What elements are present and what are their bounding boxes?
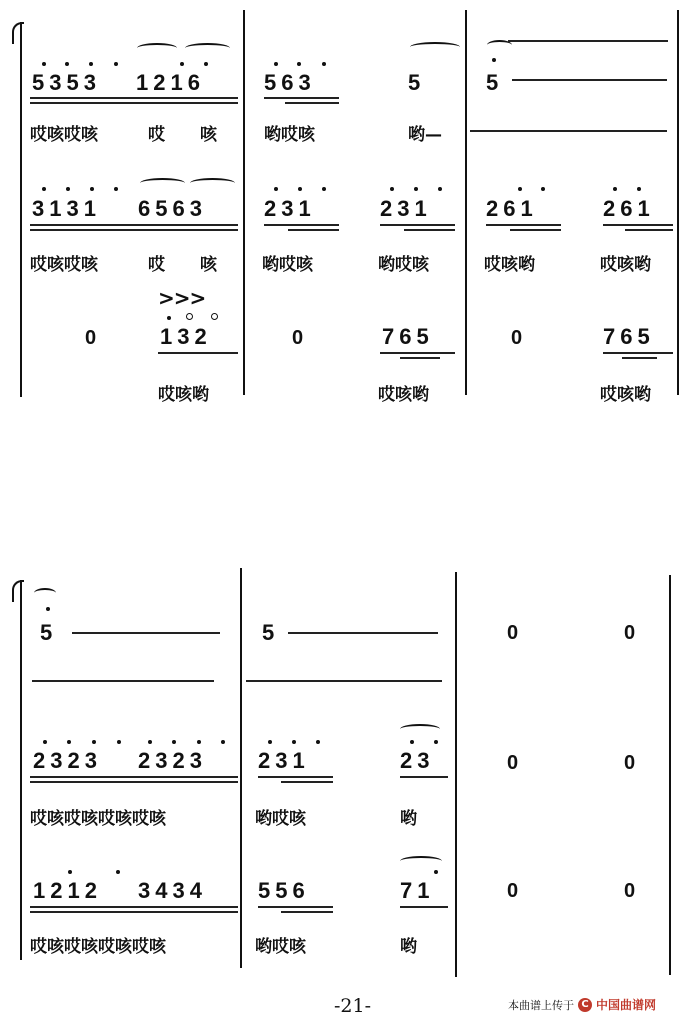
beam-line xyxy=(258,776,333,778)
octave-dot xyxy=(148,740,152,744)
note-single: 5 xyxy=(262,620,280,645)
octave-dot xyxy=(221,740,225,744)
tie-line xyxy=(32,680,214,682)
barline-2 xyxy=(465,10,467,395)
barline-1 xyxy=(243,10,245,395)
slur xyxy=(410,42,460,52)
beam-line xyxy=(258,906,333,908)
octave-dot xyxy=(298,187,302,191)
lyric: 咳 xyxy=(200,255,217,275)
beam-line xyxy=(281,911,333,913)
dash-line xyxy=(470,130,667,132)
lyric: 哎咳哟 xyxy=(158,385,209,405)
lyric: 哎咳哎咳哎咳哎咳 xyxy=(30,937,166,957)
octave-dot xyxy=(274,62,278,66)
octave-dot xyxy=(92,740,96,744)
lyric: 哟 xyxy=(400,809,417,829)
barline-3 xyxy=(677,10,679,395)
octave-dot xyxy=(316,740,320,744)
beam-line xyxy=(264,97,339,99)
beam-line xyxy=(30,224,238,226)
page-number: -21- xyxy=(334,995,372,1017)
beam-line xyxy=(281,781,333,783)
lyric: 哎 xyxy=(148,125,165,145)
note-single: 5 xyxy=(40,620,58,645)
note-single: 5 xyxy=(408,70,426,95)
lyric: 哎咳哟 xyxy=(378,385,429,405)
lyric: 哟哎咳 xyxy=(262,255,313,275)
octave-dot xyxy=(66,187,70,191)
slur xyxy=(190,178,235,188)
beam-line xyxy=(30,229,238,231)
lyric: 咳 xyxy=(200,125,217,145)
lyric: 哟哎咳 xyxy=(378,255,429,275)
beam-line xyxy=(400,776,448,778)
beam-line xyxy=(400,906,448,908)
beam-line xyxy=(603,352,673,354)
rest: 0 xyxy=(507,752,519,774)
octave-dot xyxy=(434,870,438,874)
beam-line xyxy=(404,229,455,231)
note-group: 3434 xyxy=(138,878,207,903)
note-group: 765 xyxy=(382,324,434,349)
beam-line xyxy=(288,229,339,231)
system-2-left-bracket xyxy=(20,580,22,960)
dash-line xyxy=(288,632,438,634)
note-group: 1216 xyxy=(136,70,205,95)
tie-line xyxy=(246,680,442,682)
beam-line xyxy=(158,352,238,354)
beam-line xyxy=(30,776,238,778)
beam-line xyxy=(400,357,440,359)
beam-line xyxy=(603,224,673,226)
note-group: 261 xyxy=(603,196,655,221)
lyric: 哟哎咳 xyxy=(255,937,306,957)
beam-line xyxy=(30,97,238,99)
note-group: 2323 xyxy=(138,748,207,773)
note-single: 5 xyxy=(486,70,504,95)
octave-dot xyxy=(613,187,617,191)
note-group: 231 xyxy=(264,196,316,221)
note-group: 1212 xyxy=(33,878,102,903)
note-group: 5353 xyxy=(32,70,101,95)
rest: 0 xyxy=(292,327,304,349)
lyric: 哎咳哎咳 xyxy=(30,255,98,275)
slur xyxy=(185,43,230,53)
lyric: 哎 xyxy=(148,255,165,275)
note-group: 132 xyxy=(160,324,212,349)
upload-text: 本曲谱上传于 xyxy=(508,998,574,1012)
note-group: 563 xyxy=(264,70,316,95)
rest: 0 xyxy=(624,622,636,644)
octave-dot xyxy=(114,62,118,66)
octave-dot xyxy=(89,62,93,66)
octave-dot xyxy=(492,58,496,62)
lyric: 哎咳哟 xyxy=(600,385,651,405)
note-group: 231 xyxy=(258,748,310,773)
octave-dot xyxy=(167,316,171,320)
note-group: 6563 xyxy=(138,196,207,221)
brand-logo-icon: C xyxy=(578,998,592,1012)
octave-dot xyxy=(438,187,442,191)
octave-ring xyxy=(186,313,193,320)
slur xyxy=(34,588,56,598)
octave-dot xyxy=(42,62,46,66)
octave-dot xyxy=(322,187,326,191)
beam-line xyxy=(30,906,238,908)
note-group: 71 xyxy=(400,878,435,903)
note-group: 231 xyxy=(380,196,432,221)
beam-line xyxy=(285,102,339,104)
octave-dot xyxy=(434,740,438,744)
beam-line xyxy=(30,781,238,783)
octave-dot xyxy=(67,740,71,744)
rest: 0 xyxy=(507,880,519,902)
note-group: 3131 xyxy=(32,196,101,221)
note-group: 556 xyxy=(258,878,310,903)
octave-dot xyxy=(42,187,46,191)
lyric: 哟哎咳 xyxy=(255,809,306,829)
octave-dot xyxy=(197,740,201,744)
lyric: 哎咳哟 xyxy=(600,255,651,275)
rest: 0 xyxy=(507,622,519,644)
octave-dot xyxy=(46,607,50,611)
lyric: 哎咳哟 xyxy=(484,255,535,275)
accent-marks: >>> xyxy=(158,286,206,310)
dash-line xyxy=(512,79,667,81)
lyric: 哟哎咳 xyxy=(264,125,315,145)
lyric: 哎咳哎咳哎咳哎咳 xyxy=(30,809,166,829)
rest: 0 xyxy=(624,880,636,902)
octave-dot xyxy=(204,62,208,66)
slur xyxy=(137,43,177,53)
slur xyxy=(487,40,512,50)
octave-dot xyxy=(268,740,272,744)
barline-2 xyxy=(455,572,457,977)
lyric: 哟 xyxy=(400,937,417,957)
rest: 0 xyxy=(85,327,97,349)
slur xyxy=(400,856,442,866)
octave-dot xyxy=(180,62,184,66)
barline-3 xyxy=(669,575,671,975)
octave-dot xyxy=(43,740,47,744)
brand-name: 中国曲谱网 xyxy=(596,998,657,1012)
octave-dot xyxy=(172,740,176,744)
octave-dot xyxy=(274,187,278,191)
octave-dot xyxy=(322,62,326,66)
octave-ring xyxy=(211,313,218,320)
beam-line xyxy=(380,224,455,226)
note-group: 765 xyxy=(603,324,655,349)
octave-dot xyxy=(68,870,72,874)
slur xyxy=(140,178,185,188)
beam-line xyxy=(510,229,561,231)
tie-line xyxy=(508,40,668,42)
dash-line xyxy=(72,632,220,634)
system-2-bracket-curl xyxy=(12,580,24,602)
octave-dot xyxy=(297,62,301,66)
note-group: 2323 xyxy=(33,748,102,773)
beam-line xyxy=(30,911,238,913)
octave-dot xyxy=(390,187,394,191)
octave-dot xyxy=(414,187,418,191)
octave-dot xyxy=(116,870,120,874)
beam-line xyxy=(264,224,339,226)
beam-line xyxy=(380,352,455,354)
beam-line xyxy=(625,229,673,231)
barline-1 xyxy=(240,568,242,968)
octave-dot xyxy=(65,62,69,66)
beam-line xyxy=(486,224,561,226)
rest: 0 xyxy=(511,327,523,349)
beam-line xyxy=(622,357,657,359)
octave-dot xyxy=(90,187,94,191)
system-1-left-bracket xyxy=(20,22,22,397)
system-1-bracket-curl xyxy=(12,22,24,44)
lyric: 哟— xyxy=(408,125,442,145)
lyric: 哎咳哎咳 xyxy=(30,125,98,145)
octave-dot xyxy=(541,187,545,191)
watermark xyxy=(508,996,656,1013)
beam-line xyxy=(30,102,238,104)
note-group: 23 xyxy=(400,748,435,773)
octave-dot xyxy=(518,187,522,191)
octave-dot xyxy=(114,187,118,191)
octave-dot xyxy=(117,740,121,744)
octave-dot xyxy=(410,740,414,744)
octave-dot xyxy=(637,187,641,191)
note-group: 261 xyxy=(486,196,538,221)
slur xyxy=(400,724,440,734)
rest: 0 xyxy=(624,752,636,774)
octave-dot xyxy=(292,740,296,744)
